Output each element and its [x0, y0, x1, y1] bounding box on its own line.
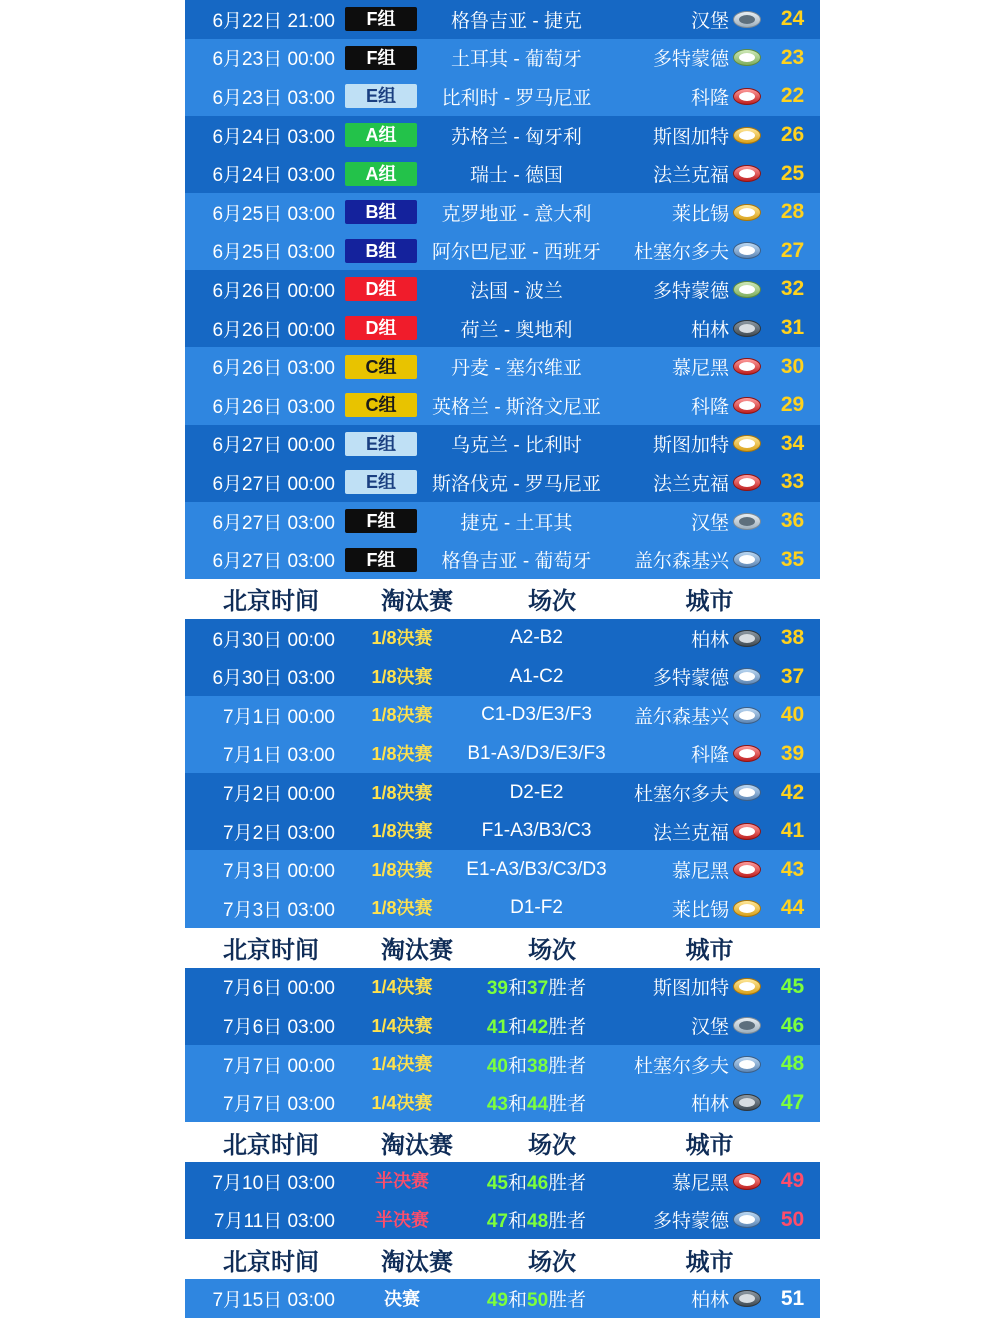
- stadium-icon: [733, 320, 761, 337]
- match-number: 26: [780, 123, 805, 147]
- group-badge: A组: [345, 162, 417, 186]
- header-city: 城市: [685, 588, 734, 616]
- city-label: 杜塞尔多夫: [633, 784, 729, 806]
- table-row[interactable]: [185, 154, 820, 193]
- match-time: 6月23日 03:00: [212, 87, 335, 109]
- header-time: 北京时间: [223, 937, 319, 965]
- match-teams: 瑞士 - 德国: [470, 165, 563, 187]
- stadium-icon: [733, 978, 761, 995]
- match-city: [616, 973, 765, 1000]
- match-teams: 格鲁吉亚 - 葡萄牙: [441, 551, 592, 573]
- match-teams: E1-A3/B3/C3/D3: [466, 858, 607, 880]
- match-number: 51: [780, 1286, 805, 1310]
- stage-badge: 半决赛: [375, 1171, 429, 1192]
- match-time: 7月6日 03:00: [223, 1017, 335, 1039]
- match-teams: 丹麦 - 塞尔维亚: [451, 358, 582, 380]
- match-teams: D1-F2: [510, 897, 563, 919]
- stadium-icon: [733, 11, 761, 28]
- city-label: 科隆: [690, 745, 729, 767]
- city-label: 汉堡: [690, 1017, 729, 1039]
- table-row[interactable]: [185, 425, 820, 464]
- match-time: 7月11日 03:00: [213, 1211, 335, 1233]
- match-city: [616, 856, 765, 883]
- match-number: 38: [780, 626, 805, 650]
- table-row[interactable]: [185, 386, 820, 425]
- header-time: 北京时间: [223, 1248, 319, 1276]
- table-row[interactable]: [185, 696, 820, 735]
- match-city: [616, 702, 765, 729]
- city-label: 柏林: [690, 1094, 729, 1116]
- match-number: 34: [780, 431, 805, 455]
- match-number: 36: [780, 509, 805, 533]
- group-cell: [345, 432, 417, 456]
- match-city: [616, 895, 765, 922]
- group-cell: [345, 7, 417, 31]
- match-number: 24: [780, 7, 805, 31]
- match-time: 6月30日 03:00: [212, 668, 335, 690]
- match-time: 7月3日 00:00: [223, 861, 335, 883]
- match-time: 6月23日 00:00: [212, 49, 335, 71]
- match-time: 6月27日 03:00: [212, 551, 335, 573]
- group-badge: E组: [345, 84, 417, 108]
- match-time: 6月25日 03:00: [212, 203, 335, 225]
- city-label: 盖尔森基兴: [633, 706, 729, 728]
- match-teams: 47和48胜者: [486, 1211, 587, 1233]
- city-label: 慕尼黑: [671, 861, 729, 883]
- match-city: [616, 1012, 765, 1039]
- city-label: 多特蒙德: [652, 49, 729, 71]
- city-label: 科隆: [690, 87, 729, 109]
- stadium-icon: [733, 127, 761, 144]
- stage-badge: 1/8决赛: [371, 782, 433, 803]
- table-row[interactable]: [185, 850, 820, 889]
- match-time: 7月7日 00:00: [223, 1055, 335, 1077]
- table-row[interactable]: [185, 116, 820, 155]
- match-city: [616, 508, 765, 535]
- header-city: 城市: [685, 1248, 734, 1276]
- match-city: [616, 1206, 765, 1233]
- table-row[interactable]: [185, 1083, 820, 1122]
- group-badge: F组: [345, 548, 417, 572]
- table-row[interactable]: [185, 1006, 820, 1045]
- table-row[interactable]: [185, 1201, 820, 1240]
- header-match: 场次: [528, 937, 576, 965]
- city-label: 多特蒙德: [652, 280, 729, 302]
- table-row[interactable]: [185, 619, 820, 658]
- group-badge: F组: [345, 7, 417, 31]
- header-match: 场次: [528, 588, 576, 616]
- match-city: [616, 740, 765, 767]
- match-time: 7月7日 03:00: [223, 1094, 335, 1116]
- match-number: 48: [780, 1052, 805, 1076]
- table-row[interactable]: [185, 309, 820, 348]
- match-number: 47: [780, 1090, 805, 1114]
- stage-badge: 1/8决赛: [371, 628, 433, 649]
- stage-label: [347, 1208, 457, 1232]
- group-cell: [345, 355, 417, 379]
- match-time: 7月1日 00:00: [223, 706, 335, 728]
- city-label: 柏林: [690, 629, 729, 651]
- match-city: [616, 1168, 765, 1195]
- match-city: [616, 353, 765, 380]
- table-row[interactable]: [185, 658, 820, 697]
- city-label: 斯图加特: [652, 978, 729, 1000]
- match-city: [616, 315, 765, 342]
- stage-badge: 1/4决赛: [371, 1054, 433, 1075]
- section-header-qf: [185, 928, 820, 968]
- match-city: [616, 1285, 765, 1312]
- match-city: [616, 122, 765, 149]
- match-city: [616, 546, 765, 573]
- header-stage: 淘汰赛: [381, 588, 453, 616]
- match-teams: 乌克兰 - 比利时: [451, 435, 582, 457]
- match-time: 7月15日 03:00: [212, 1290, 335, 1312]
- match-number: 31: [780, 316, 805, 340]
- match-number: 27: [780, 238, 805, 262]
- round-of-16-table: [185, 619, 820, 928]
- match-time: 6月26日 00:00: [212, 319, 335, 341]
- group-badge: F组: [345, 509, 417, 533]
- match-teams: 45和46胜者: [486, 1172, 587, 1194]
- match-time: 7月6日 00:00: [223, 978, 335, 1000]
- match-city: [616, 199, 765, 226]
- city-label: 斯图加特: [652, 126, 729, 148]
- match-city: [616, 6, 765, 33]
- match-number: 33: [780, 470, 805, 494]
- match-number: 25: [780, 161, 805, 185]
- match-teams: D2-E2: [509, 781, 564, 803]
- section-header-r16: [185, 579, 820, 619]
- match-time: 6月24日 03:00: [212, 126, 335, 148]
- match-time: 7月3日 03:00: [223, 899, 335, 921]
- match-teams: 43和44胜者: [486, 1094, 587, 1116]
- group-cell: [345, 548, 417, 572]
- group-cell: [345, 239, 417, 263]
- header-city: 城市: [685, 937, 734, 965]
- city-label: 科隆: [690, 396, 729, 418]
- stadium-icon: [733, 242, 761, 259]
- header-match: 场次: [528, 1131, 576, 1159]
- match-teams: 39和37胜者: [486, 978, 587, 1000]
- group-badge: D组: [345, 316, 417, 340]
- match-time: 6月27日 00:00: [212, 435, 335, 457]
- match-number: 32: [780, 277, 805, 301]
- group-cell: [345, 84, 417, 108]
- match-teams: 克罗地亚 - 意大利: [441, 203, 592, 225]
- stadium-icon: [733, 668, 761, 685]
- group-stage-table: [185, 0, 820, 579]
- city-label: 柏林: [690, 1290, 729, 1312]
- city-label: 莱比锡: [671, 203, 729, 225]
- match-city: [616, 392, 765, 419]
- stage-label: [347, 742, 457, 766]
- stage-label: [347, 975, 457, 999]
- table-row[interactable]: [185, 968, 820, 1007]
- match-number: 35: [780, 547, 805, 571]
- group-cell: [345, 277, 417, 301]
- match-teams: F1-A3/B3/C3: [481, 820, 592, 842]
- stage-badge: 1/8决赛: [371, 898, 433, 919]
- stage-badge: 1/8决赛: [371, 743, 433, 764]
- stage-badge: 半决赛: [375, 1209, 429, 1230]
- match-teams: 比利时 - 罗马尼亚: [441, 87, 592, 109]
- stadium-icon: [733, 784, 761, 801]
- group-cell: [345, 200, 417, 224]
- match-time: 6月27日 00:00: [212, 473, 335, 495]
- city-label: 汉堡: [690, 10, 729, 32]
- stadium-icon: [733, 630, 761, 647]
- stadium-icon: [733, 1173, 761, 1190]
- city-label: 法兰克福: [652, 473, 729, 495]
- stage-label: [347, 1169, 457, 1193]
- match-number: 42: [780, 780, 805, 804]
- stadium-icon: [733, 1094, 761, 1111]
- stage-label: [347, 858, 457, 882]
- match-city: [616, 276, 765, 303]
- stadium-icon: [733, 900, 761, 917]
- city-label: 慕尼黑: [671, 358, 729, 380]
- city-label: 盖尔森基兴: [633, 551, 729, 573]
- table-row[interactable]: [185, 0, 820, 39]
- stage-label: [347, 626, 457, 650]
- stage-label: [347, 781, 457, 805]
- match-teams: A1-C2: [509, 665, 564, 687]
- match-city: [616, 430, 765, 457]
- stadium-icon: [733, 474, 761, 491]
- group-badge: B组: [345, 200, 417, 224]
- stadium-icon: [733, 1290, 761, 1307]
- match-city: [616, 160, 765, 187]
- group-cell: [345, 123, 417, 147]
- table-row[interactable]: [185, 77, 820, 116]
- stage-badge: 1/8决赛: [371, 821, 433, 842]
- header-time: 北京时间: [223, 588, 319, 616]
- city-label: 杜塞尔多夫: [633, 1055, 729, 1077]
- match-teams: 斯洛伐克 - 罗马尼亚: [432, 473, 601, 495]
- match-city: [616, 663, 765, 690]
- stadium-icon: [733, 204, 761, 221]
- match-time: 7月1日 03:00: [223, 745, 335, 767]
- table-row[interactable]: [185, 39, 820, 78]
- stadium-icon: [733, 1211, 761, 1228]
- stadium-icon: [733, 397, 761, 414]
- header-match: 场次: [528, 1248, 576, 1276]
- match-teams: 40和38胜者: [486, 1055, 587, 1077]
- match-city: [616, 1089, 765, 1116]
- match-time: 6月26日 03:00: [212, 358, 335, 380]
- stadium-icon: [733, 88, 761, 105]
- table-row[interactable]: [185, 1045, 820, 1084]
- group-badge: C组: [345, 355, 417, 379]
- match-time: 6月27日 03:00: [212, 512, 335, 534]
- match-teams: B1-A3/D3/E3/F3: [467, 742, 606, 764]
- match-number: 45: [780, 974, 805, 998]
- city-label: 法兰克福: [652, 822, 729, 844]
- match-teams: 捷克 - 土耳其: [460, 512, 573, 534]
- match-time: 7月10日 03:00: [212, 1172, 335, 1194]
- city-label: 莱比锡: [671, 899, 729, 921]
- match-time: 6月26日 03:00: [212, 396, 335, 418]
- header-time: 北京时间: [223, 1131, 319, 1159]
- header-stage: 淘汰赛: [381, 937, 453, 965]
- group-cell: [345, 162, 417, 186]
- match-number: 41: [780, 819, 805, 843]
- stadium-icon: [733, 823, 761, 840]
- header-stage: 淘汰赛: [381, 1248, 453, 1276]
- match-number: 28: [780, 200, 805, 224]
- section-header-sf: [185, 1122, 820, 1162]
- group-badge: E组: [345, 470, 417, 494]
- match-city: [616, 237, 765, 264]
- match-number: 30: [780, 354, 805, 378]
- stadium-icon: [733, 435, 761, 452]
- group-badge: C组: [345, 393, 417, 417]
- city-label: 多特蒙德: [652, 668, 729, 690]
- table-row[interactable]: [185, 1279, 820, 1318]
- final-table: [185, 1279, 820, 1318]
- stage-badge: 1/8决赛: [371, 859, 433, 880]
- match-teams: 法国 - 波兰: [470, 280, 563, 302]
- match-number: 29: [780, 393, 805, 417]
- stage-badge: 1/4决赛: [371, 1092, 433, 1113]
- match-teams: 41和42胜者: [486, 1017, 587, 1039]
- match-number: 50: [780, 1207, 805, 1231]
- table-row[interactable]: [185, 463, 820, 502]
- city-label: 多特蒙德: [652, 1211, 729, 1233]
- match-teams: 土耳其 - 葡萄牙: [451, 49, 582, 71]
- stadium-icon: [733, 707, 761, 724]
- table-row[interactable]: [185, 502, 820, 541]
- group-badge: E组: [345, 432, 417, 456]
- city-label: 斯图加特: [652, 435, 729, 457]
- match-time: 7月2日 03:00: [223, 822, 335, 844]
- semi-final-table: [185, 1162, 820, 1239]
- match-city: [616, 469, 765, 496]
- stage-label: [347, 1287, 457, 1311]
- city-label: 杜塞尔多夫: [633, 242, 729, 264]
- stadium-icon: [733, 358, 761, 375]
- match-city: [616, 625, 765, 652]
- match-city: [616, 83, 765, 110]
- match-time: 6月30日 00:00: [212, 629, 335, 651]
- stage-label: [347, 1014, 457, 1038]
- stage-label: [347, 1052, 457, 1076]
- stage-label: [347, 703, 457, 727]
- match-teams: 格鲁吉亚 - 捷克: [451, 10, 582, 32]
- table-row[interactable]: [185, 540, 820, 579]
- match-number: 39: [780, 741, 805, 765]
- stadium-icon: [733, 1017, 761, 1034]
- stage-label: [347, 665, 457, 689]
- city-label: 慕尼黑: [671, 1172, 729, 1194]
- stadium-icon: [733, 861, 761, 878]
- match-city: [616, 1051, 765, 1078]
- stadium-icon: [733, 513, 761, 530]
- stage-badge: 决赛: [384, 1288, 420, 1309]
- match-teams: A2-B2: [510, 627, 563, 649]
- match-number: 43: [780, 857, 805, 881]
- table-row[interactable]: [185, 1162, 820, 1201]
- match-number: 46: [780, 1013, 805, 1037]
- group-badge: A组: [345, 123, 417, 147]
- group-cell: [345, 316, 417, 340]
- table-row[interactable]: [185, 812, 820, 851]
- group-cell: [345, 46, 417, 70]
- stage-badge: 1/8决赛: [371, 705, 433, 726]
- table-row[interactable]: [185, 270, 820, 309]
- stadium-icon: [733, 551, 761, 568]
- section-header-final: [185, 1239, 820, 1279]
- match-time: 6月26日 00:00: [212, 280, 335, 302]
- match-teams: 英格兰 - 斯洛文尼亚: [432, 396, 601, 418]
- schedule-sheet: [185, 0, 820, 1318]
- stage-badge: 1/8决赛: [371, 666, 433, 687]
- match-time: 6月22日 21:00: [212, 10, 335, 32]
- table-row[interactable]: [185, 773, 820, 812]
- city-label: 柏林: [690, 319, 729, 341]
- group-badge: D组: [345, 277, 417, 301]
- table-row[interactable]: [185, 232, 820, 271]
- match-teams: 苏格兰 - 匈牙利: [451, 126, 582, 148]
- match-teams: 49和50胜者: [486, 1290, 587, 1312]
- quarter-final-table: [185, 968, 820, 1122]
- match-city: [616, 818, 765, 845]
- group-badge: F组: [345, 46, 417, 70]
- match-time: 7月2日 00:00: [223, 784, 335, 806]
- match-time: 6月24日 03:00: [212, 165, 335, 187]
- city-label: 法兰克福: [652, 165, 729, 187]
- stage-label: [347, 1091, 457, 1115]
- match-teams: C1-D3/E3/F3: [481, 704, 592, 726]
- stage-badge: 1/4决赛: [371, 1015, 433, 1036]
- stage-label: [347, 819, 457, 843]
- match-number: 37: [780, 664, 805, 688]
- match-number: 22: [780, 84, 805, 108]
- table-row[interactable]: [185, 347, 820, 386]
- table-row[interactable]: [185, 735, 820, 774]
- header-stage: 淘汰赛: [381, 1131, 453, 1159]
- stadium-icon: [733, 1056, 761, 1073]
- stadium-icon: [733, 49, 761, 66]
- match-number: 40: [780, 703, 805, 727]
- match-teams: 荷兰 - 奥地利: [460, 319, 573, 341]
- city-label: 汉堡: [690, 512, 729, 534]
- match-teams: 阿尔巴尼亚 - 西班牙: [432, 242, 601, 264]
- table-row[interactable]: [185, 889, 820, 928]
- match-city: [616, 44, 765, 71]
- match-city: [616, 779, 765, 806]
- stadium-icon: [733, 745, 761, 762]
- stadium-icon: [733, 165, 761, 182]
- group-badge: B组: [345, 239, 417, 263]
- match-number: 23: [780, 45, 805, 69]
- stage-label: [347, 896, 457, 920]
- stage-badge: 1/4决赛: [371, 976, 433, 997]
- stadium-icon: [733, 281, 761, 298]
- group-cell: [345, 393, 417, 417]
- match-time: 6月25日 03:00: [212, 242, 335, 264]
- match-number: 49: [780, 1169, 805, 1193]
- group-cell: [345, 509, 417, 533]
- table-row[interactable]: [185, 193, 820, 232]
- header-city: 城市: [685, 1131, 734, 1159]
- match-number: 44: [780, 896, 805, 920]
- group-cell: [345, 470, 417, 494]
